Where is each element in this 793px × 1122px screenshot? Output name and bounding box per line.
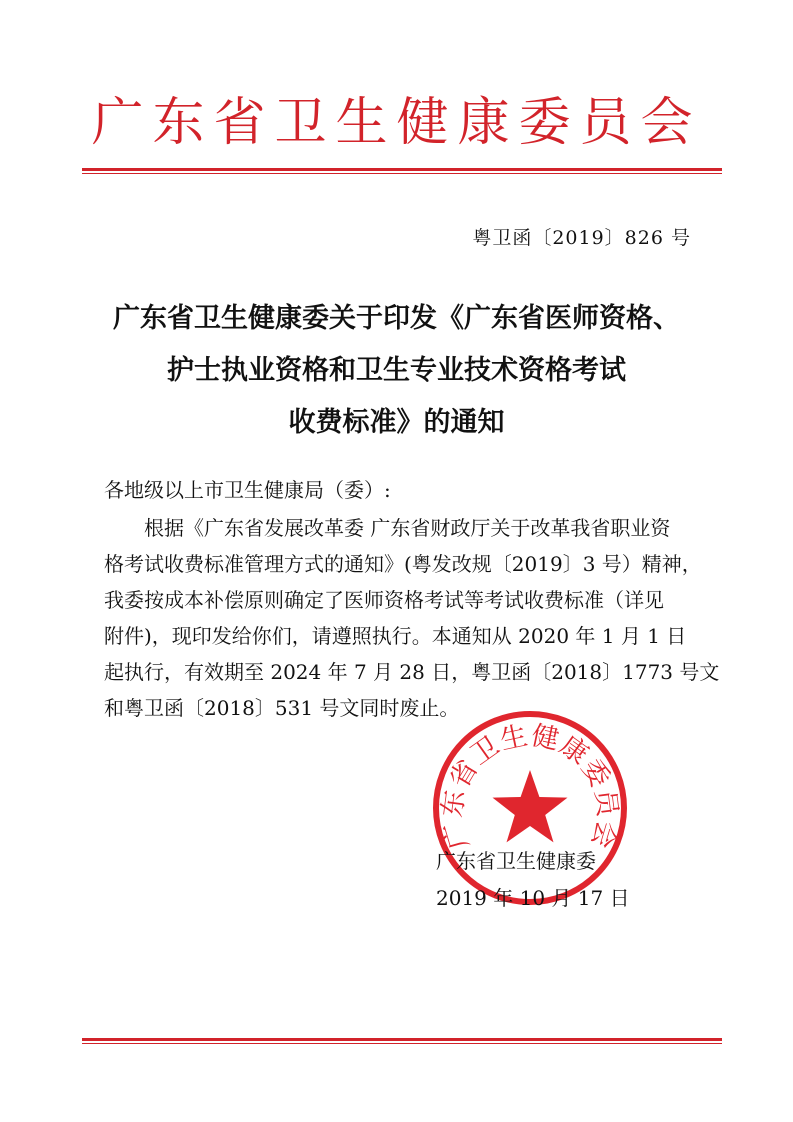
masthead-title: 广东省卫生健康委员会 bbox=[91, 93, 702, 153]
title-line: 收费标准》的通知 bbox=[288, 407, 505, 438]
footer-divider bbox=[82, 1038, 722, 1041]
body-line: 附件)，现印发给你们，请遵照执行。本通知从 2020 年 1 月 1 日 bbox=[104, 624, 687, 648]
signature-date: 2019 年 10 月 17 日 bbox=[436, 886, 630, 910]
body-paragraph bbox=[104, 510, 720, 726]
seal-star bbox=[493, 770, 568, 842]
body-line: 和粤卫函〔2018〕531 号文同时废止。 bbox=[104, 696, 460, 720]
masthead-divider-thin bbox=[82, 173, 722, 174]
title-line: 护士执业资格和卫生专业技术资格考试 bbox=[167, 355, 626, 386]
seal-text: 广东省卫生健康委员会 bbox=[436, 720, 624, 853]
document-title bbox=[80, 293, 713, 449]
addressee: 各地级以上市卫生健康局（委）: bbox=[104, 478, 391, 502]
body-line: 我委按成本补偿原则确定了医师资格考试等考试收费标准（详见 bbox=[104, 588, 664, 612]
footer-divider-thin bbox=[82, 1043, 722, 1044]
title-line: 广东省卫生健康委关于印发《广东省医师资格、 bbox=[113, 303, 680, 334]
masthead-divider bbox=[82, 168, 722, 171]
body-line: 格考试收费标准管理方式的通知》(粤发改规〔2019〕3 号）精神， bbox=[104, 552, 702, 576]
signer-organization: 广东省卫生健康委 bbox=[436, 849, 596, 873]
body-line: 根据《广东省发展改革委 广东省财政厅关于改革我省职业资 bbox=[144, 516, 671, 540]
document-number: 粤卫函〔2019〕826 号 bbox=[472, 227, 691, 249]
body-line: 起执行，有效期至 2024 年 7 月 28 日，粤卫函〔2018〕1773 号文 bbox=[104, 660, 720, 684]
